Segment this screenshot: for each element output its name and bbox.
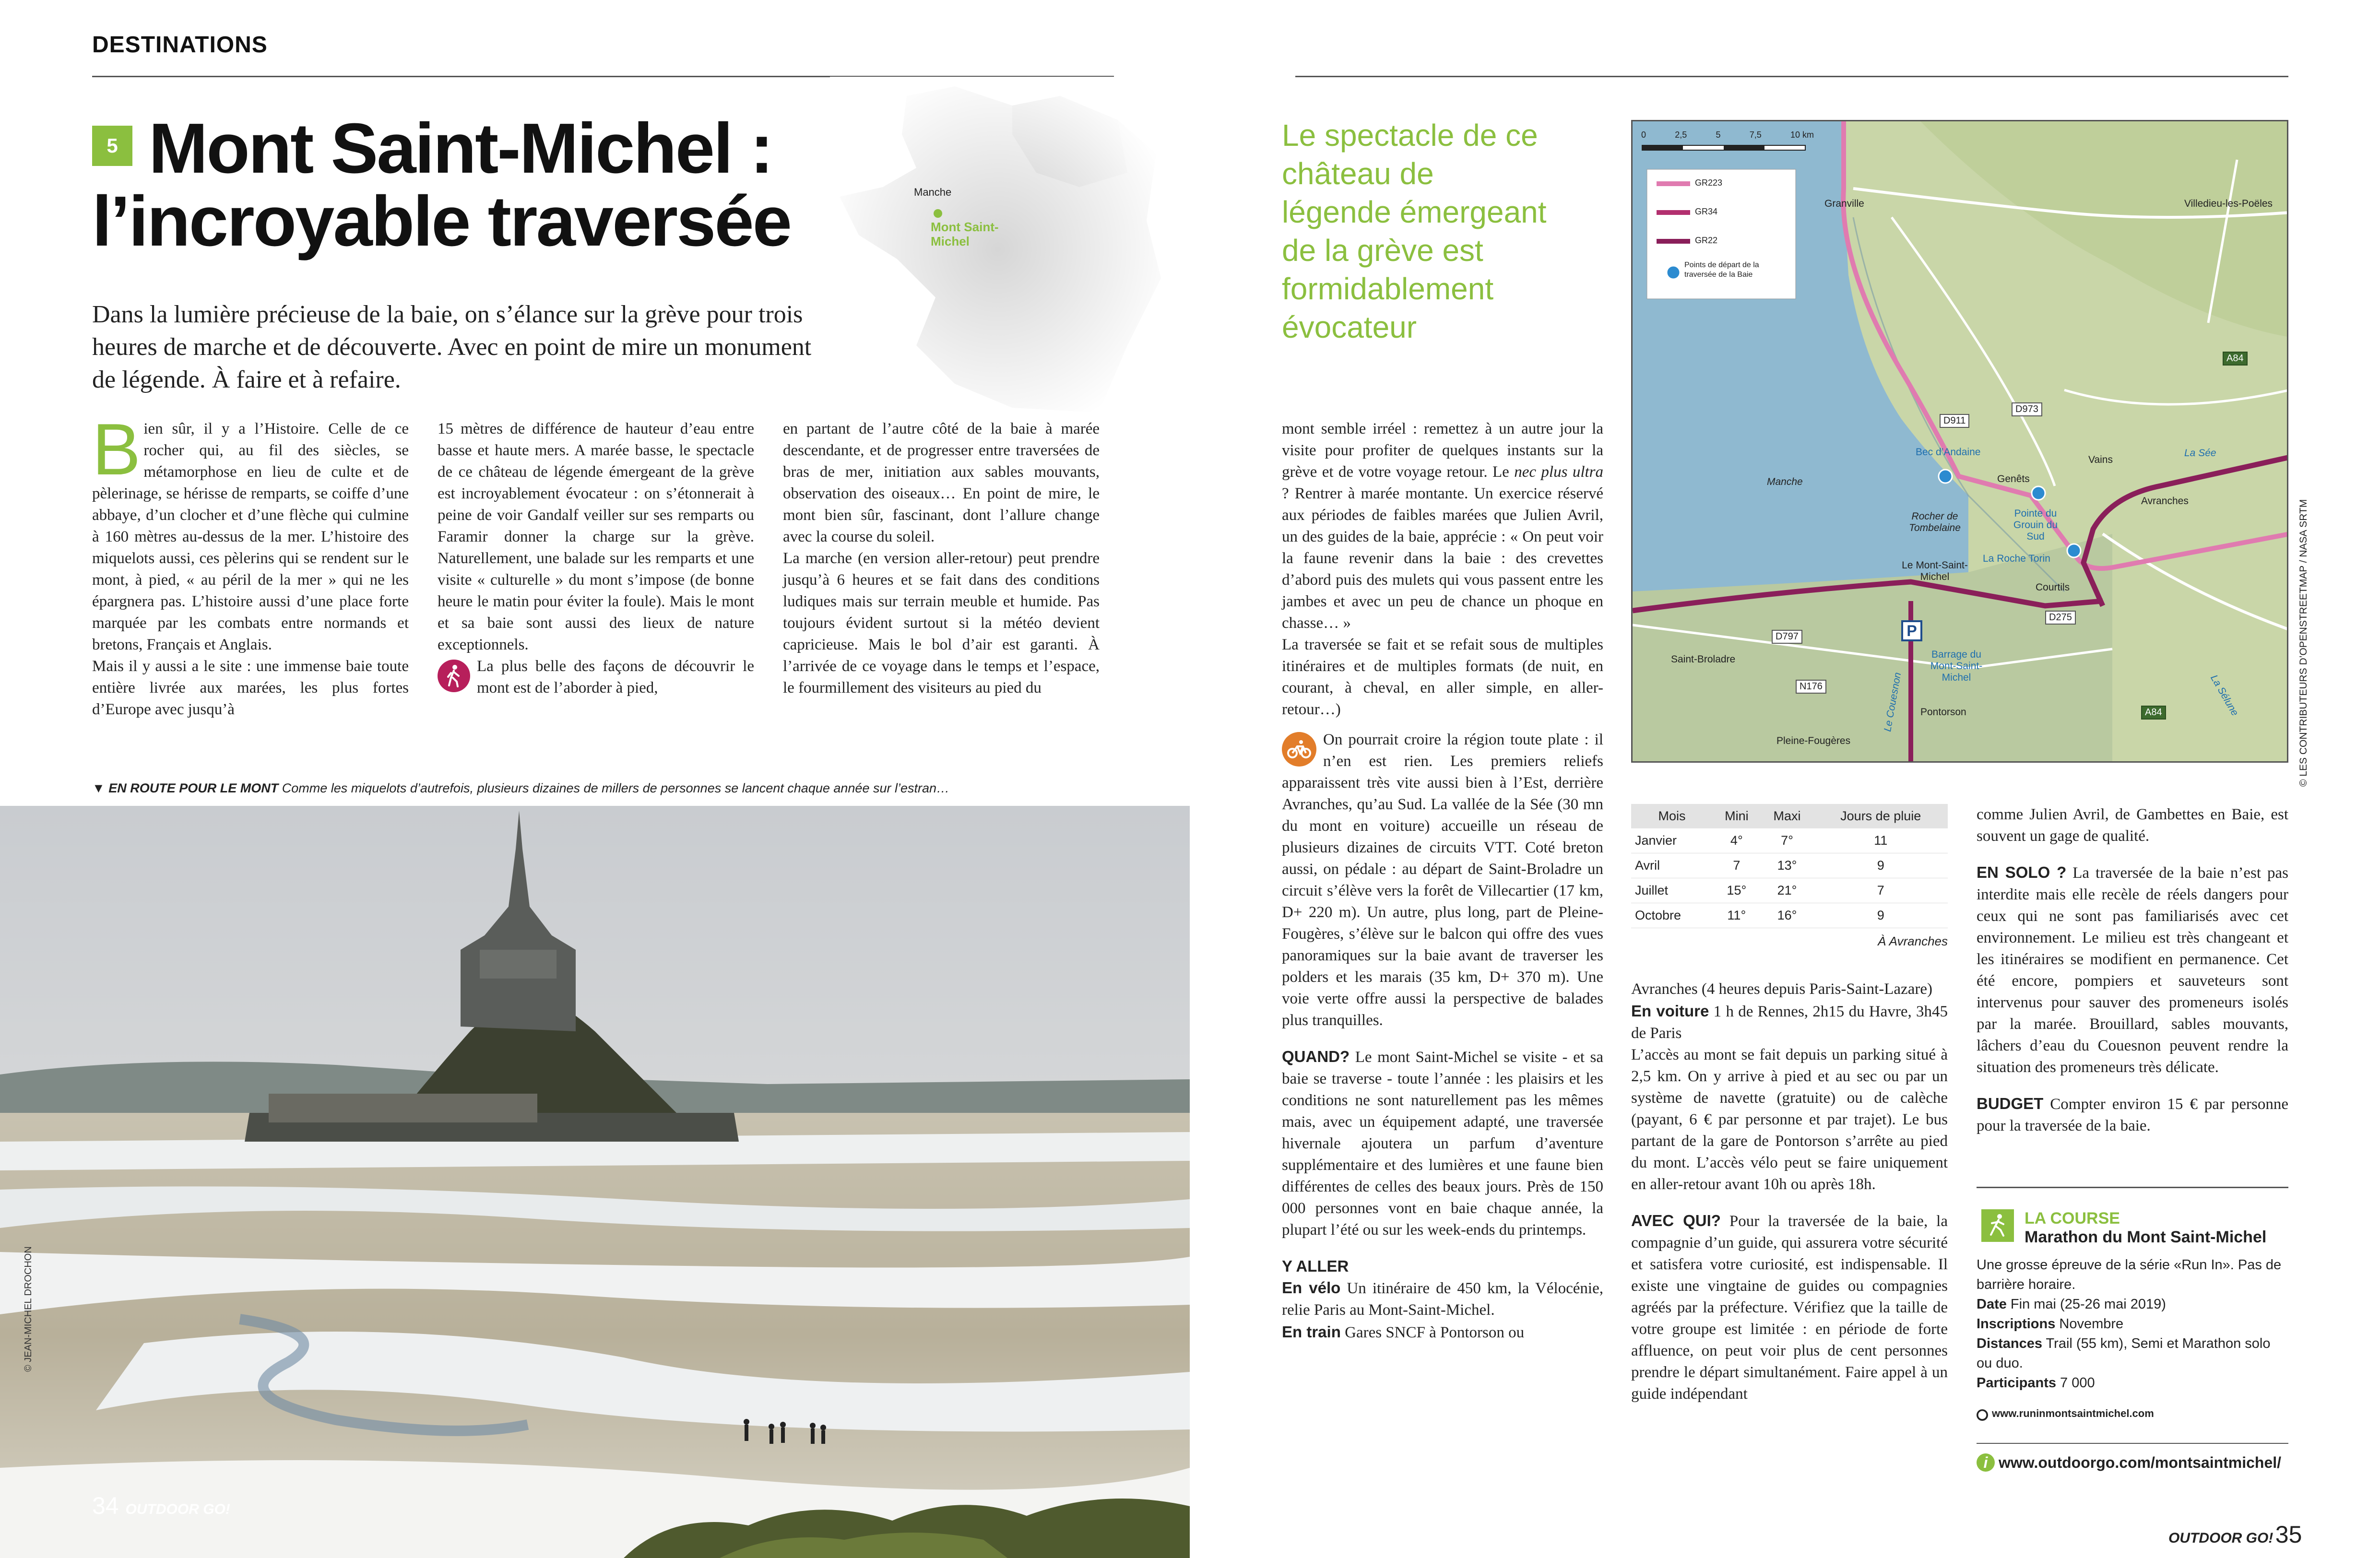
locator-dot bbox=[934, 209, 942, 218]
text-column-2 bbox=[438, 418, 754, 699]
road-a84-south: A84 bbox=[2141, 706, 2166, 720]
article-intro: Dans la lumière précieuse de la baie, on s’élance sur la grève pour trois heures de marche et de découverte. Avec en point de mire un monument de légende. À faire et à refaire. bbox=[92, 301, 812, 393]
race-box bbox=[1977, 1187, 2288, 1423]
table-row: Janvier 4° 7° 11 bbox=[1631, 828, 1948, 853]
race-insc: Novembre bbox=[2055, 1316, 2124, 1332]
legend-gr22: GR22 bbox=[1695, 236, 1718, 245]
race-insc-label: Inscriptions bbox=[1977, 1316, 2056, 1332]
velo-label: En vélo bbox=[1282, 1279, 1341, 1297]
velo-text: Un itinéraire de 450 km, la Vélocénie, relie Paris au Mont-Saint-Michel. bbox=[1282, 1280, 1603, 1319]
race-details bbox=[1977, 1255, 2288, 1423]
map-label-grouin: Pointe du Grouin du Sud bbox=[2013, 508, 2058, 542]
map-label-tombelaine: Rocher de Tombelaine bbox=[1909, 511, 1961, 533]
quand-label: QUAND? bbox=[1282, 1048, 1350, 1065]
col4-p3: On pourrait croire la région toute plate : il n’en est rien. Les premiers reliefs apparaissent très vite aussi bien à l’Est, derrière Avranches, qu’au Sud. La vallée de la Sée (30 mn du mont en voiture) accueille un réseau de plusieurs dizaines de circuits VTT. Coté breton aussi, on pédale : au départ de Saint-Broladre un circuit s’élève vers la forêt de Villecartier (17 km, D+ 220 m). Un autre, plus long, part de Pleine-Fougères, s’élève sur le balcon qui offre des vues panoramiques sur la baie avant de traverser les polders et les marais (35 km, D+ 370 m). Une voie verte offre aussi la perspective de balades plus tranquilles. bbox=[1282, 731, 1603, 1029]
article-title-line1: Mont Saint-Michel : bbox=[149, 109, 772, 188]
train-text: Gares SNCF à Pontorson ou bbox=[1340, 1324, 1525, 1341]
photo-caption bbox=[92, 781, 1124, 796]
map-label-villedieu: Villedieu-les-Poëles bbox=[2184, 198, 2273, 209]
solo-text: La traversée de la baie n’est pas interdite mais elle recèle de réels dangers pour ceux qui ne sont pas familiarisés avec cet environnement. Le milieu est très changeant et les itinéraires se modifient en permanence. Cet été encore, pompiers et sauveteurs sont intervenus pour sauver des promeneurs isolés par la marée. Brouillard, sables mouvants, lâchers d’eau du Couesnon peuvent rendre la situation des promeneurs très délicate. bbox=[1977, 864, 2288, 1076]
magazine-name-right: OUTDOOR GO! bbox=[2168, 1530, 2273, 1546]
pull-quote: Le spectacle de ce château de légende émergeant de la grève est formidablement évocateur bbox=[1282, 118, 1547, 344]
table-row: Avril 7 13° 9 bbox=[1631, 853, 1948, 878]
weather-source: À Avranches bbox=[1878, 934, 1948, 948]
text-column-3 bbox=[783, 418, 1100, 699]
road-a84-north: A84 bbox=[2223, 352, 2248, 366]
race-dist: Trail (55 km), Semi et Marathon solo ou duo. bbox=[1977, 1336, 2271, 1371]
map-label-saintbro: Saint-Broladre bbox=[1671, 654, 1736, 665]
weather-header: Mois bbox=[1631, 804, 1713, 828]
race-label: LA COURSE bbox=[2025, 1209, 2120, 1228]
weather-header: Mini bbox=[1713, 804, 1760, 828]
locator-region: Manche bbox=[914, 186, 952, 198]
page-number-left: 34 bbox=[92, 1492, 119, 1519]
locator-place: Mont Saint-Michel bbox=[931, 220, 999, 248]
weather-table bbox=[1631, 804, 1948, 949]
map-label-vains: Vains bbox=[2088, 454, 2113, 465]
map-label-selune: La Sélune bbox=[2208, 673, 2241, 718]
caption-label: EN ROUTE POUR LE MONT bbox=[108, 781, 279, 795]
magazine-name-left: OUTDOOR GO! bbox=[125, 1501, 230, 1517]
quand-text: Le mont Saint-Michel se visite - et sa baie se traverse - toute l’année : les plaisirs et les conditions ne sont naturellement pas les mêmes mais, avec un équipement adapté, une traversée hivernale ajoutera un parfum d’aventure supplémentaire et des lumières et une faune bien différentes de celles des beaux jours. Près de 150 000 personnes vont en baie chaque année, la plupart l’été ou sur les week-ends du printemps. bbox=[1282, 1049, 1603, 1239]
caption-arrow-icon: ▼ bbox=[92, 781, 105, 795]
map-label-courtils: Courtils bbox=[2036, 582, 2070, 593]
col4-p1: mont semble irréel : remettez à un autre jour la visite pour profiter de quelques instants sur la grève et de votre voyage retour. Le bbox=[1282, 420, 1603, 481]
race-url[interactable]: www.runinmontsaintmichel.com bbox=[1992, 1407, 2154, 1419]
road-d973: D973 bbox=[2012, 402, 2042, 416]
budget-label: BUDGET bbox=[1977, 1095, 2044, 1112]
parking-icon: P bbox=[1901, 620, 1922, 641]
link-icon: ⬤ bbox=[1977, 1409, 1988, 1421]
route-map bbox=[1631, 120, 2288, 763]
locator-map bbox=[830, 77, 1166, 422]
col2-p1: 15 mètres de différence de hauteur d’eau entre basse et haute mers. A marée basse, le spectacle de ce château de légende émergeant de la grève est incroyablement évocateur : on s’étonnerait à peine de voir Gandalf veiller sur ses remparts ou Faramir donner la charge sur la grève. Naturellement, une balade sur les remparts et une visite « culturelle » du mont s’impose (de bonne heure le matin pour éviter la foule). Mais le mont et sa baie sont aussi des lieux de nature exceptionnels. bbox=[438, 420, 754, 653]
web-rule bbox=[1977, 1443, 2288, 1444]
web-url[interactable]: www.outdoorgo.com/montsaintmichel/ bbox=[1999, 1454, 2282, 1471]
map-label-avranches: Avranches bbox=[2141, 496, 2189, 507]
caption-text: Comme les miquelots d’autrefois, plusieurs dizaines de millers de personnes se lancent chaque année sur l’estran… bbox=[282, 781, 950, 795]
map-label-lemont: Le Mont-Saint-Michel bbox=[1902, 560, 1968, 582]
col5-p2: L’accès au mont se fait depuis un parking situé à 2,5 km. On y arrive à pied et au sec ou par un système de navette (gratuite) ou de calèche (payant, 6 € par personne et par trajet). Le bus partant de la gare de Pontorson s’arrête au pied du mont. L’accès vélo peut se faire uniquement en aller-retour avant 10h ou après 18h. bbox=[1631, 1046, 1948, 1193]
road-n176: N176 bbox=[1796, 680, 1826, 694]
race-date: Fin mai (25-26 mai 2019) bbox=[2006, 1297, 2166, 1312]
map-label-roche: La Roche Torin bbox=[1983, 553, 2050, 564]
photo-credit: © JEAN-MICHEL DROCHON bbox=[23, 1246, 34, 1372]
voiture-text: 1 h de Rennes, 2h15 du Havre, 3h45 de Paris bbox=[1631, 1003, 1948, 1042]
weather-header: Jours de pluie bbox=[1813, 804, 1948, 828]
map-label-barrage: Barrage du Mont-Saint-Michel bbox=[1930, 649, 1983, 683]
text-column-1 bbox=[92, 409, 409, 720]
qui-text: Pour la traversée de la baie, la compagnie d’un guide, qui assurera votre sécurité et satisfera votre curiosité, est indispensable. Il existe une vingtaine de guides ou compagnies agréés par la préfecture. Vérifiez que la taille de votre groupe est limitée : en période de forte affluence, on peut voir plus de cent personnes prendre le départ simultanément. Faire appel à un guide indépendant bbox=[1631, 1213, 1948, 1403]
article-number-badge: 5 bbox=[92, 126, 132, 166]
map-label-see: La Sée bbox=[2184, 448, 2216, 459]
aller-label: Y ALLER bbox=[1282, 1257, 1349, 1275]
col1-p2: Mais il y aussi a le site : une immense baie toute entière livrée aux marées, les plus fortes d’Europe avec jusqu’à bbox=[92, 658, 409, 718]
weather-header: Maxi bbox=[1761, 804, 1814, 828]
legend-gr223: GR223 bbox=[1695, 178, 1723, 188]
map-label-pleine: Pleine-Fougères bbox=[1776, 735, 1851, 746]
road-d911: D911 bbox=[1940, 414, 1969, 428]
col3-p2: La marche (en version aller-retour) peut prendre jusqu’à 6 heures et se fait dans des conditions ludiques mais sur terrain meuble et humide. Pas toujours évident surtout si la météo devient capricieuse. Mais le bol d’air est garanti. À l’arrivée de ce voyage dans le temps et l’espace, le fourmillement des visiteurs au pied du bbox=[783, 550, 1100, 696]
col1-p1: ien sûr, il y a l’Histoire. Celle de ce rocher qui, au fil des siècles, se métamorphose en lieu de culte et de pèlerinage, se hérisse de remparts, se coiffe d’une abbaye, d’un clocher et d’une flèche qui culmine à 160 mètres au-dessus de la mer. L’histoire des miquelots aussi, ces pèlerins qui se rendent sur le mont, à pied, « au péril de la mer » qui ne les épargnera pas. L’histoire aussi d’une place forte marquée par les combats entre normands et bretons, Français et Anglais. bbox=[92, 420, 409, 653]
qui-label: AVEC QUI? bbox=[1631, 1212, 1721, 1229]
race-part-label: Participants bbox=[1977, 1375, 2056, 1391]
road-d275: D275 bbox=[2045, 611, 2076, 625]
table-row: Octobre 11° 16° 9 bbox=[1631, 903, 1948, 928]
table-row: Juillet 15° 21° 7 bbox=[1631, 878, 1948, 903]
col4-p1b: ? Rentrer à marée montante. Un exercice réservé aux périodes de faibles marées que Julien Avril, un des guides de la baie, apprécie : « On peut voir la faune revenir dans la baie : des crevettes d’abord puis des mulets qui vous passent entre les jambes et avec un peu de chance un phoque en chasse… » bbox=[1282, 485, 1603, 632]
hiker-icon bbox=[438, 660, 470, 692]
col3-p1: en partant de l’autre côté de la baie à marée descendante, et de progresser entre traversées de bras de mer, initiation aux sables mouvants, observation des oiseaux… En point de mire, le mont bien sûr, fascinant, dont l’allure change avec la course du soleil. bbox=[783, 420, 1100, 545]
train-label: En train bbox=[1282, 1323, 1341, 1341]
map-label-couesnon: Le Couesnon bbox=[1882, 671, 1904, 732]
folio-left bbox=[92, 1492, 230, 1520]
race-date-label: Date bbox=[1977, 1297, 2007, 1312]
race-desc: Une grosse épreuve de la série «Run In». Pas de barrière horaire. bbox=[1977, 1257, 2282, 1292]
col5-p1: Avranches (4 heures depuis Paris-Saint-Lazare) bbox=[1631, 980, 1932, 998]
bike-icon bbox=[1282, 732, 1316, 767]
info-icon: i bbox=[1977, 1453, 1995, 1472]
legend-points: Points de départ de la traversée de la Baie bbox=[1684, 261, 1759, 279]
text-column-4 bbox=[1282, 418, 1603, 1344]
map-label-bec: Bec d’Andaine bbox=[1916, 447, 1981, 458]
race-dist-label: Distances bbox=[1977, 1336, 2043, 1351]
mont-saint-michel-photo bbox=[0, 806, 1190, 1558]
drop-cap: B bbox=[92, 409, 141, 490]
folio-right bbox=[2168, 1521, 2302, 1548]
solo-label: EN SOLO ? bbox=[1977, 863, 2067, 881]
col4-p2: La traversée se fait et se refait sous de multiples itinéraires et de multiples formats (de nuit, en courant, à cheval, en aller simple, en aller-retour…) bbox=[1282, 636, 1603, 718]
map-credit: © LES CONTRIBUTEURS D’OPENSTREETMAP / NASA SRTM bbox=[2298, 499, 2309, 787]
map-label-pontorson: Pontorson bbox=[1920, 707, 1966, 718]
section-header: DESTINATIONS bbox=[92, 32, 268, 58]
col6-p1: comme Julien Avril, de Gambettes en Baie, est souvent un gage de qualité. bbox=[1977, 806, 2288, 845]
race-part: 7 000 bbox=[2056, 1375, 2095, 1391]
text-column-5 bbox=[1631, 979, 1948, 1405]
legend-gr34: GR34 bbox=[1695, 207, 1718, 216]
map-scale: 0 2,5 5 7,5 10 km bbox=[1641, 130, 1814, 140]
voiture-label: En voiture bbox=[1631, 1002, 1709, 1020]
web-link[interactable] bbox=[1977, 1453, 2281, 1472]
road-d797: D797 bbox=[1772, 630, 1802, 644]
header-rule-right bbox=[1295, 76, 2288, 77]
race-name: Marathon du Mont Saint-Michel bbox=[2025, 1228, 2267, 1246]
text-column-6 bbox=[1977, 804, 2288, 1137]
article-title-line2: l’incroyable traversée bbox=[92, 182, 791, 261]
budget-text: Compter environ 15 € par personne pour la traversée de la baie. bbox=[1977, 1096, 2288, 1134]
col4-em: nec plus ultra bbox=[1514, 463, 1604, 481]
runner-icon bbox=[1981, 1209, 2014, 1242]
map-label-granville: Granville bbox=[1824, 198, 1864, 209]
page-number-right: 35 bbox=[2275, 1521, 2302, 1548]
map-label-manche: Manche bbox=[1767, 476, 1803, 487]
col2-p2: La plus belle des façons de découvrir le mont est de l’aborder à pied, bbox=[477, 658, 754, 696]
map-label-genets: Genêts bbox=[1997, 473, 2030, 484]
